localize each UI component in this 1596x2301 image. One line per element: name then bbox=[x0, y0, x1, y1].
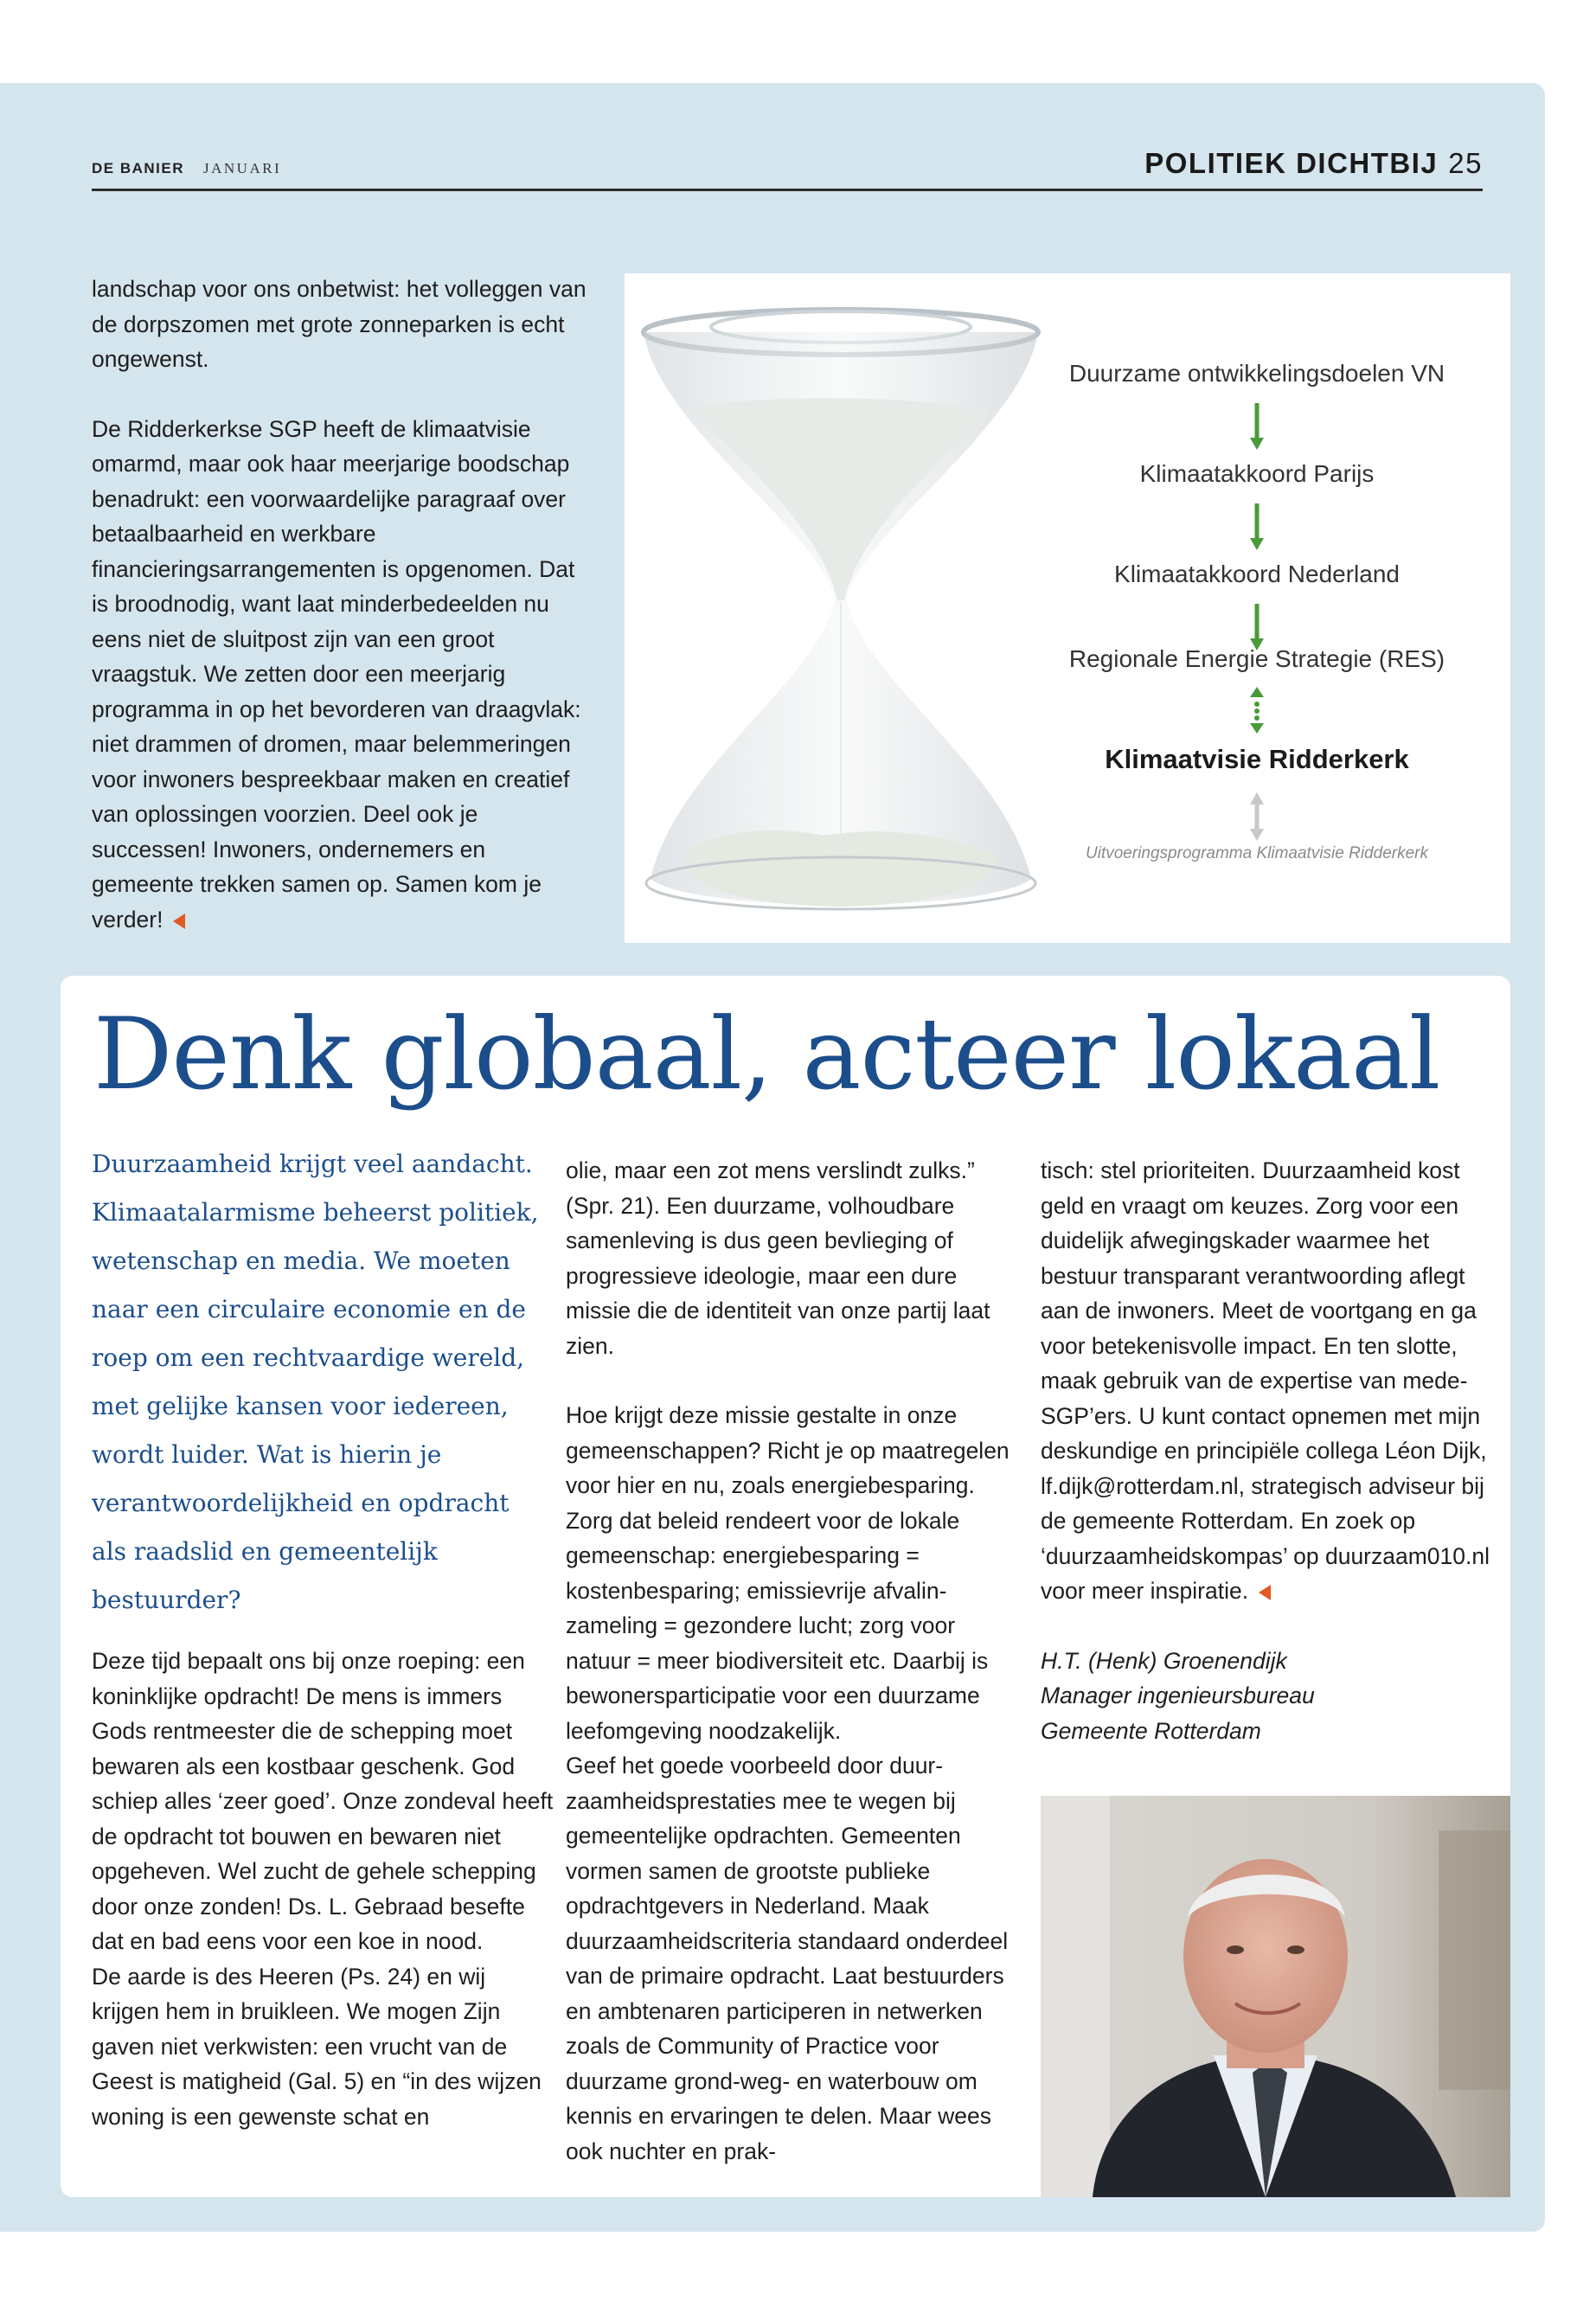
issue-month: JANUARI bbox=[203, 160, 282, 176]
article-lead: Duurzaamheid krijgt veel aandacht. Klimaatalarmisme beheerst politiek, wetenschap en media. We moeten naar een circulaire economie en de roep om een rechtvaardige wereld, met gelijke kansen voor iedereen, wordt luider. Wat is hierin je verantwoordelijkheid en opdracht als raadslid en gemeentelijk bestuurder? bbox=[92, 1150, 539, 1614]
author-name: H.T. (Henk) Groenendijk bbox=[1041, 1647, 1287, 1674]
col2-paragraph-1: olie, maar een zot mens verslindt zulks.” (Spr. 21). Een duurzame, volhoudbare samenleving is dus geen bevlieging of progressieve ideologie, maar een dure missie die de identiteit van onze partij laat zien. bbox=[566, 1157, 990, 1359]
flow-step-paris: Klimaatakkoord Parijs bbox=[1139, 460, 1375, 487]
col1-paragraph-2: De aarde is des Heeren (Ps. 24) en wij krijgen hem in bruikleen. We mogen Zijn gaven niet verkwisten: een vrucht van de Geest is matigheid (Gal. 5) en “in des wijzen woning is een gewenste schat en bbox=[92, 1963, 542, 2130]
flow-step-programme: Uitvoeringsprogramma Klimaatvisie Ridderkerk bbox=[1086, 844, 1428, 862]
author-organisation: Gemeente Rotterdam bbox=[1041, 1717, 1261, 1744]
running-header-left bbox=[92, 160, 281, 177]
col3-paragraph-1: tisch: stel prioriteiten. Duurzaamheid kost geld en vraagt om keuzes. Zorg voor een duidelijk afwegingskader waarmee het bestuur transparant verantwoording aflegt aan de inwoners. Meet de voortgang en ga voor betekenisvolle impact. En ten slotte, maak gebruik van de expertise van mede-SGP’ers. U kunt contact opnemen met mijn deskundige en principiële collega Léon Dijk, lf.dijk@rotterdam.nl, strategisch adviseur bij de gemeente Rotterdam. En zoek op ‘duurzaamheidskompas’ op duurzaam010.nl voor meer inspiratie. bbox=[1041, 1157, 1490, 1604]
col2-paragraph-2: Hoe krijgt deze missie gestalte in onze gemeenschappen? Richt je op maatregelen voor hier en nu, zoals energiebesparing. Zorg dat beleid rendeert voor de lokale gemeenschap: energiebesparing = kostenbesparing; emissievrije afvalinzameling = gezondere lucht; zorg voor natuur = meer biodiversiteit etc. Daarbij is bewonersparticipatie voor een duurzame leefomgeving noodzakelijk. bbox=[566, 1402, 1010, 1744]
col1-paragraph-1: Deze tijd bepaalt ons bij onze roeping: een koninklijke opdracht! De mens is immers Gods rentmeester die de schepping moet bewaren als een kostbaar geschenk. God schiep alles ‘zeer goed’. Onze zondeval heeft de opdracht tot bouwen en bewaren niet opgeheven. Wel zucht de gehele schepping door onze zonden! Ds. L. Gebraad besefte dat en bad eens voor een koe in nood. bbox=[92, 1648, 554, 1954]
article-column-1 bbox=[92, 1644, 559, 2134]
flow-step-nl-agreement: Klimaatakkoord Nederland bbox=[1114, 561, 1400, 587]
flow-step-un-goals: Duurzame ontwikkelingsdoelen VN bbox=[1068, 360, 1445, 387]
article-column-2 bbox=[566, 1153, 1017, 2169]
climate-policy-figure bbox=[625, 273, 1510, 943]
col2-paragraph-3: Geef het goede voorbeeld door duurzaamheidsprestaties mee te wegen bij gemeentelijke opdrachten. Gemeenten vormen samen de grootste publieke opdrachtgevers in Nederland. Maak duurzaamheidscriteria standaard onderdeel van de primaire opdracht. Laat bestuurders en ambtenaren participeren in netwerken zoals de Community of Practice voor duurzame grond-weg- en waterbouw om kennis en ervaringen te delen. Maar wees ook nuchter en prak- bbox=[566, 1753, 1009, 2164]
arrow-down-icon bbox=[1248, 502, 1266, 554]
article-title: Denk globaal, acteer lokaal bbox=[93, 997, 1440, 1112]
end-mark-icon bbox=[173, 913, 185, 929]
flow-step-ridderkerk: Klimaatvisie Ridderkerk bbox=[1105, 744, 1409, 774]
end-mark-icon bbox=[1259, 1585, 1271, 1600]
flow-step-res: Regionale Energie Strategie (RES) bbox=[1068, 645, 1445, 672]
section-title: POLITIEK DICHTBIJ bbox=[1144, 147, 1439, 179]
publication-name: DE BANIER bbox=[92, 160, 185, 176]
policy-flow bbox=[1057, 273, 1457, 943]
double-arrow-dotted-icon bbox=[1248, 685, 1266, 735]
author-signature bbox=[1041, 1644, 1490, 1749]
hourglass-illustration bbox=[625, 273, 1057, 943]
continued-paragraph-2: De Ridderkerkse SGP heeft de klimaatvisie omarmd, maar ook haar meerjarige boodschap benadrukt: een voorwaardelijke paragraaf over betaalbaarheid en werkbare financieringsarrangementen is opgenomen. Dat is broodnodig, want laat minderbedeelden nu eens niet de sluitpost zijn van een groot vraagstuk. We zetten door een meerjarig programma in op het bevorderen van draagvlak: niet drammen of dromen, maar belemmeringen voor inwoners bespreekbaar maken en creatief van oplossingen voorzien. Deel ook je successen! Inwoners, ondernemers en gemeente trekken samen op. Samen kom je verder! bbox=[92, 415, 581, 933]
article-column-3 bbox=[1041, 1153, 1490, 1748]
double-arrow-grey-icon bbox=[1248, 791, 1266, 843]
continued-column bbox=[92, 272, 593, 971]
page-number: 25 bbox=[1448, 147, 1483, 179]
arrow-down-icon bbox=[1248, 401, 1266, 453]
header-rule bbox=[92, 189, 1483, 191]
continued-paragraph-1: landschap voor ons onbetwist: het volleggen van de dorpszomen met grote zonneparken is echt ongewenst. bbox=[92, 276, 586, 372]
author-photo bbox=[1041, 1796, 1510, 2197]
author-role: Manager ingenieursbureau bbox=[1041, 1682, 1315, 1708]
running-header-right bbox=[1144, 147, 1483, 180]
